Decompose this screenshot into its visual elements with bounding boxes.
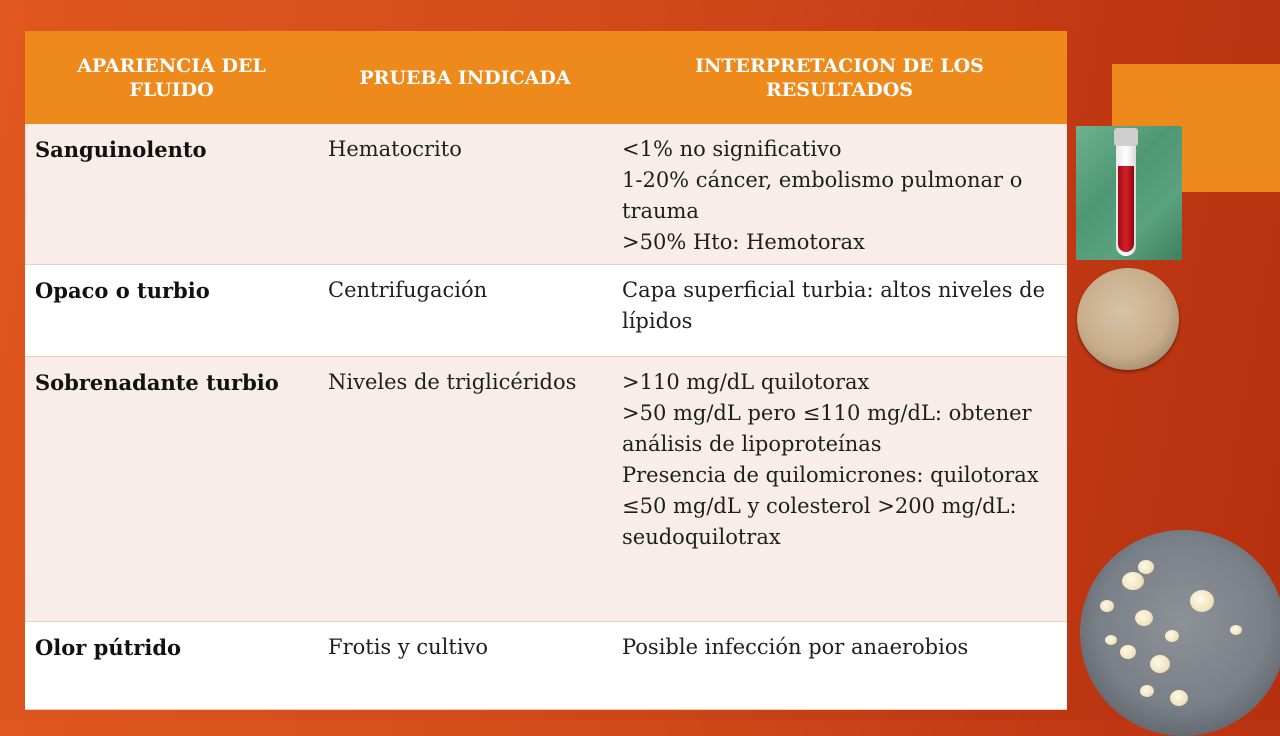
- cell-test: Centrifugación: [318, 265, 612, 357]
- interpretation-line: <1% no significativo: [622, 137, 842, 161]
- interpretation-line: Posible infección por anaerobios: [622, 635, 969, 659]
- interpretation-line: >50% Hto: Hemotorax: [622, 230, 865, 254]
- cell-appearance: Olor pútrido: [25, 622, 318, 710]
- cell-appearance: Sobrenadante turbio: [25, 357, 318, 622]
- interpretation-line: >110 mg/dL quilotorax: [622, 370, 870, 394]
- colony: [1120, 645, 1136, 659]
- cell-test: Hematocrito: [318, 124, 612, 265]
- tube-cap: [1114, 128, 1138, 146]
- culture-plate-image: [1080, 530, 1280, 736]
- colony: [1170, 690, 1188, 706]
- interpretation-line: Capa superficial turbia: altos niveles de lípidos: [622, 278, 1046, 333]
- colony: [1140, 685, 1154, 697]
- cell-appearance: Sanguinolento: [25, 124, 318, 265]
- tube-blood: [1118, 166, 1134, 252]
- colony: [1122, 572, 1144, 590]
- table-row: [25, 124, 1067, 265]
- colony: [1165, 630, 1179, 642]
- cell-interpretation: [612, 357, 1067, 622]
- colony: [1135, 610, 1153, 626]
- colony: [1150, 655, 1170, 673]
- interpretation-line: 1-20% cáncer, embolismo pulmonar o trauma: [622, 168, 1023, 223]
- header-test: PRUEBA INDICADA: [318, 31, 612, 124]
- table-row: [25, 357, 1067, 622]
- cell-test: Niveles de triglicéridos: [318, 357, 612, 622]
- cell-test: Frotis y cultivo: [318, 622, 612, 710]
- colony: [1100, 600, 1114, 612]
- colony: [1190, 590, 1214, 612]
- interpretation-line: Presencia de quilomicrones: quilotorax: [622, 463, 1039, 487]
- interpretation-line: >50 mg/dL pero ≤110 mg/dL: obtener análisis de lipoproteínas: [622, 401, 1032, 456]
- table-header-row: [25, 31, 1067, 124]
- cell-appearance: Opaco o turbio: [25, 265, 318, 357]
- fluid-analysis-table: [25, 31, 1067, 710]
- colony: [1105, 635, 1117, 645]
- table-row: [25, 622, 1067, 710]
- colony: [1138, 560, 1154, 574]
- fluid-table-container: [25, 31, 1067, 710]
- cell-interpretation: [612, 265, 1067, 357]
- turbid-fluid-dish-image: [1077, 268, 1179, 370]
- colony: [1230, 625, 1242, 635]
- cell-interpretation: [612, 124, 1067, 265]
- header-appearance: APARIENCIA DEL FLUIDO: [25, 31, 318, 124]
- header-interpretation: INTERPRETACION DE LOS RESULTADOS: [612, 31, 1067, 124]
- table-row: [25, 265, 1067, 357]
- blood-tube-image: [1076, 126, 1182, 260]
- cell-interpretation: [612, 622, 1067, 710]
- interpretation-line: ≤50 mg/dL y colesterol >200 mg/dL: seudoquilotrax: [622, 494, 1017, 549]
